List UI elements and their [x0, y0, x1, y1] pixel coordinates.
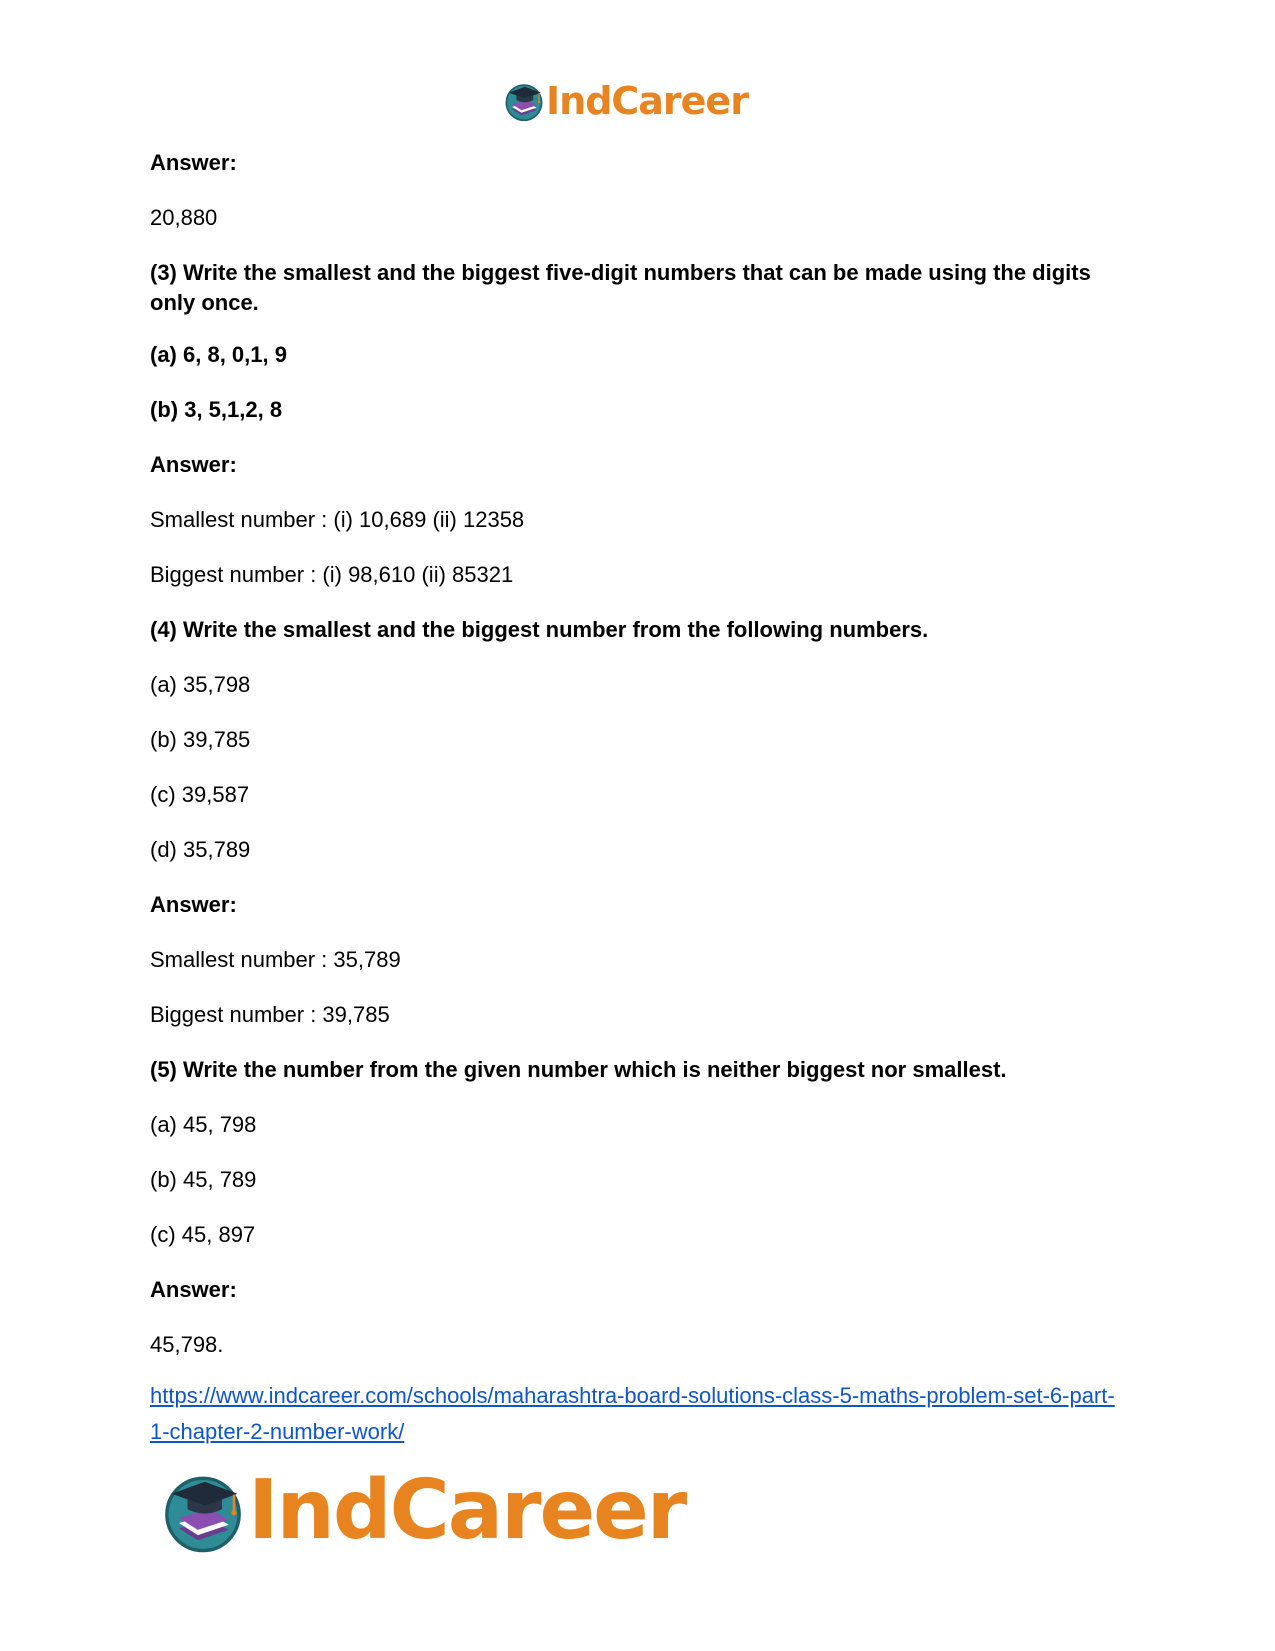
question-5-option-a: (a) 45, 798 [150, 1112, 257, 1137]
question-5-option-b: (b) 45, 789 [150, 1167, 257, 1192]
question-4-option-a: (a) 35,798 [150, 672, 251, 697]
indcareer-wordmark: IndCareer [248, 1463, 686, 1558]
graduation-cap-book-icon [160, 1468, 246, 1554]
question-5-answer-label: Answer: [150, 1277, 237, 1302]
graduation-cap-book-icon [503, 80, 545, 122]
question-3-option-a: (a) 6, 8, 0,1, 9 [150, 342, 287, 367]
question-4-option-d: (d) 35,789 [150, 837, 251, 862]
question-5-heading: (5) Write the number from the given number which is neither biggest nor smallest. [150, 1057, 1007, 1082]
question-4-answer-label: Answer: [150, 892, 237, 917]
question-3-answer-biggest: Biggest number : (i) 98,610 (ii) 85321 [150, 562, 514, 587]
question-5-answer-value: 45,798. [150, 1332, 224, 1357]
question-4-answer-smallest: Smallest number : 35,789 [150, 947, 401, 972]
question-4-heading: (4) Write the smallest and the biggest number from the following numbers. [150, 617, 929, 642]
question-5-option-c: (c) 45, 897 [150, 1222, 256, 1247]
question-4-option-b: (b) 39,785 [150, 727, 251, 752]
indcareer-logo-footer [160, 1463, 686, 1558]
indcareer-wordmark: IndCareer [546, 79, 748, 123]
document-body [150, 148, 1130, 1450]
question-3-answer-label: Answer: [150, 452, 237, 477]
question-4-option-c: (c) 39,587 [150, 782, 250, 807]
question-3-option-b: (b) 3, 5,1,2, 8 [150, 397, 283, 422]
source-link[interactable]: https://www.indcareer.com/schools/maharashtra-board-solutions-class-5-maths-problem-set-6-part-1-chapter-2-number-work/ [150, 1383, 1115, 1444]
question-4-answer-biggest: Biggest number : 39,785 [150, 1002, 390, 1027]
previous-answer-label: Answer: [150, 150, 237, 175]
question-3-heading: (3) Write the smallest and the biggest five-digit numbers that can be made using the digits only once. [150, 260, 1091, 315]
question-3-answer-smallest: Smallest number : (i) 10,689 (ii) 12358 [150, 507, 525, 532]
previous-answer-value: 20,880 [150, 205, 218, 230]
indcareer-logo-header [503, 80, 748, 122]
